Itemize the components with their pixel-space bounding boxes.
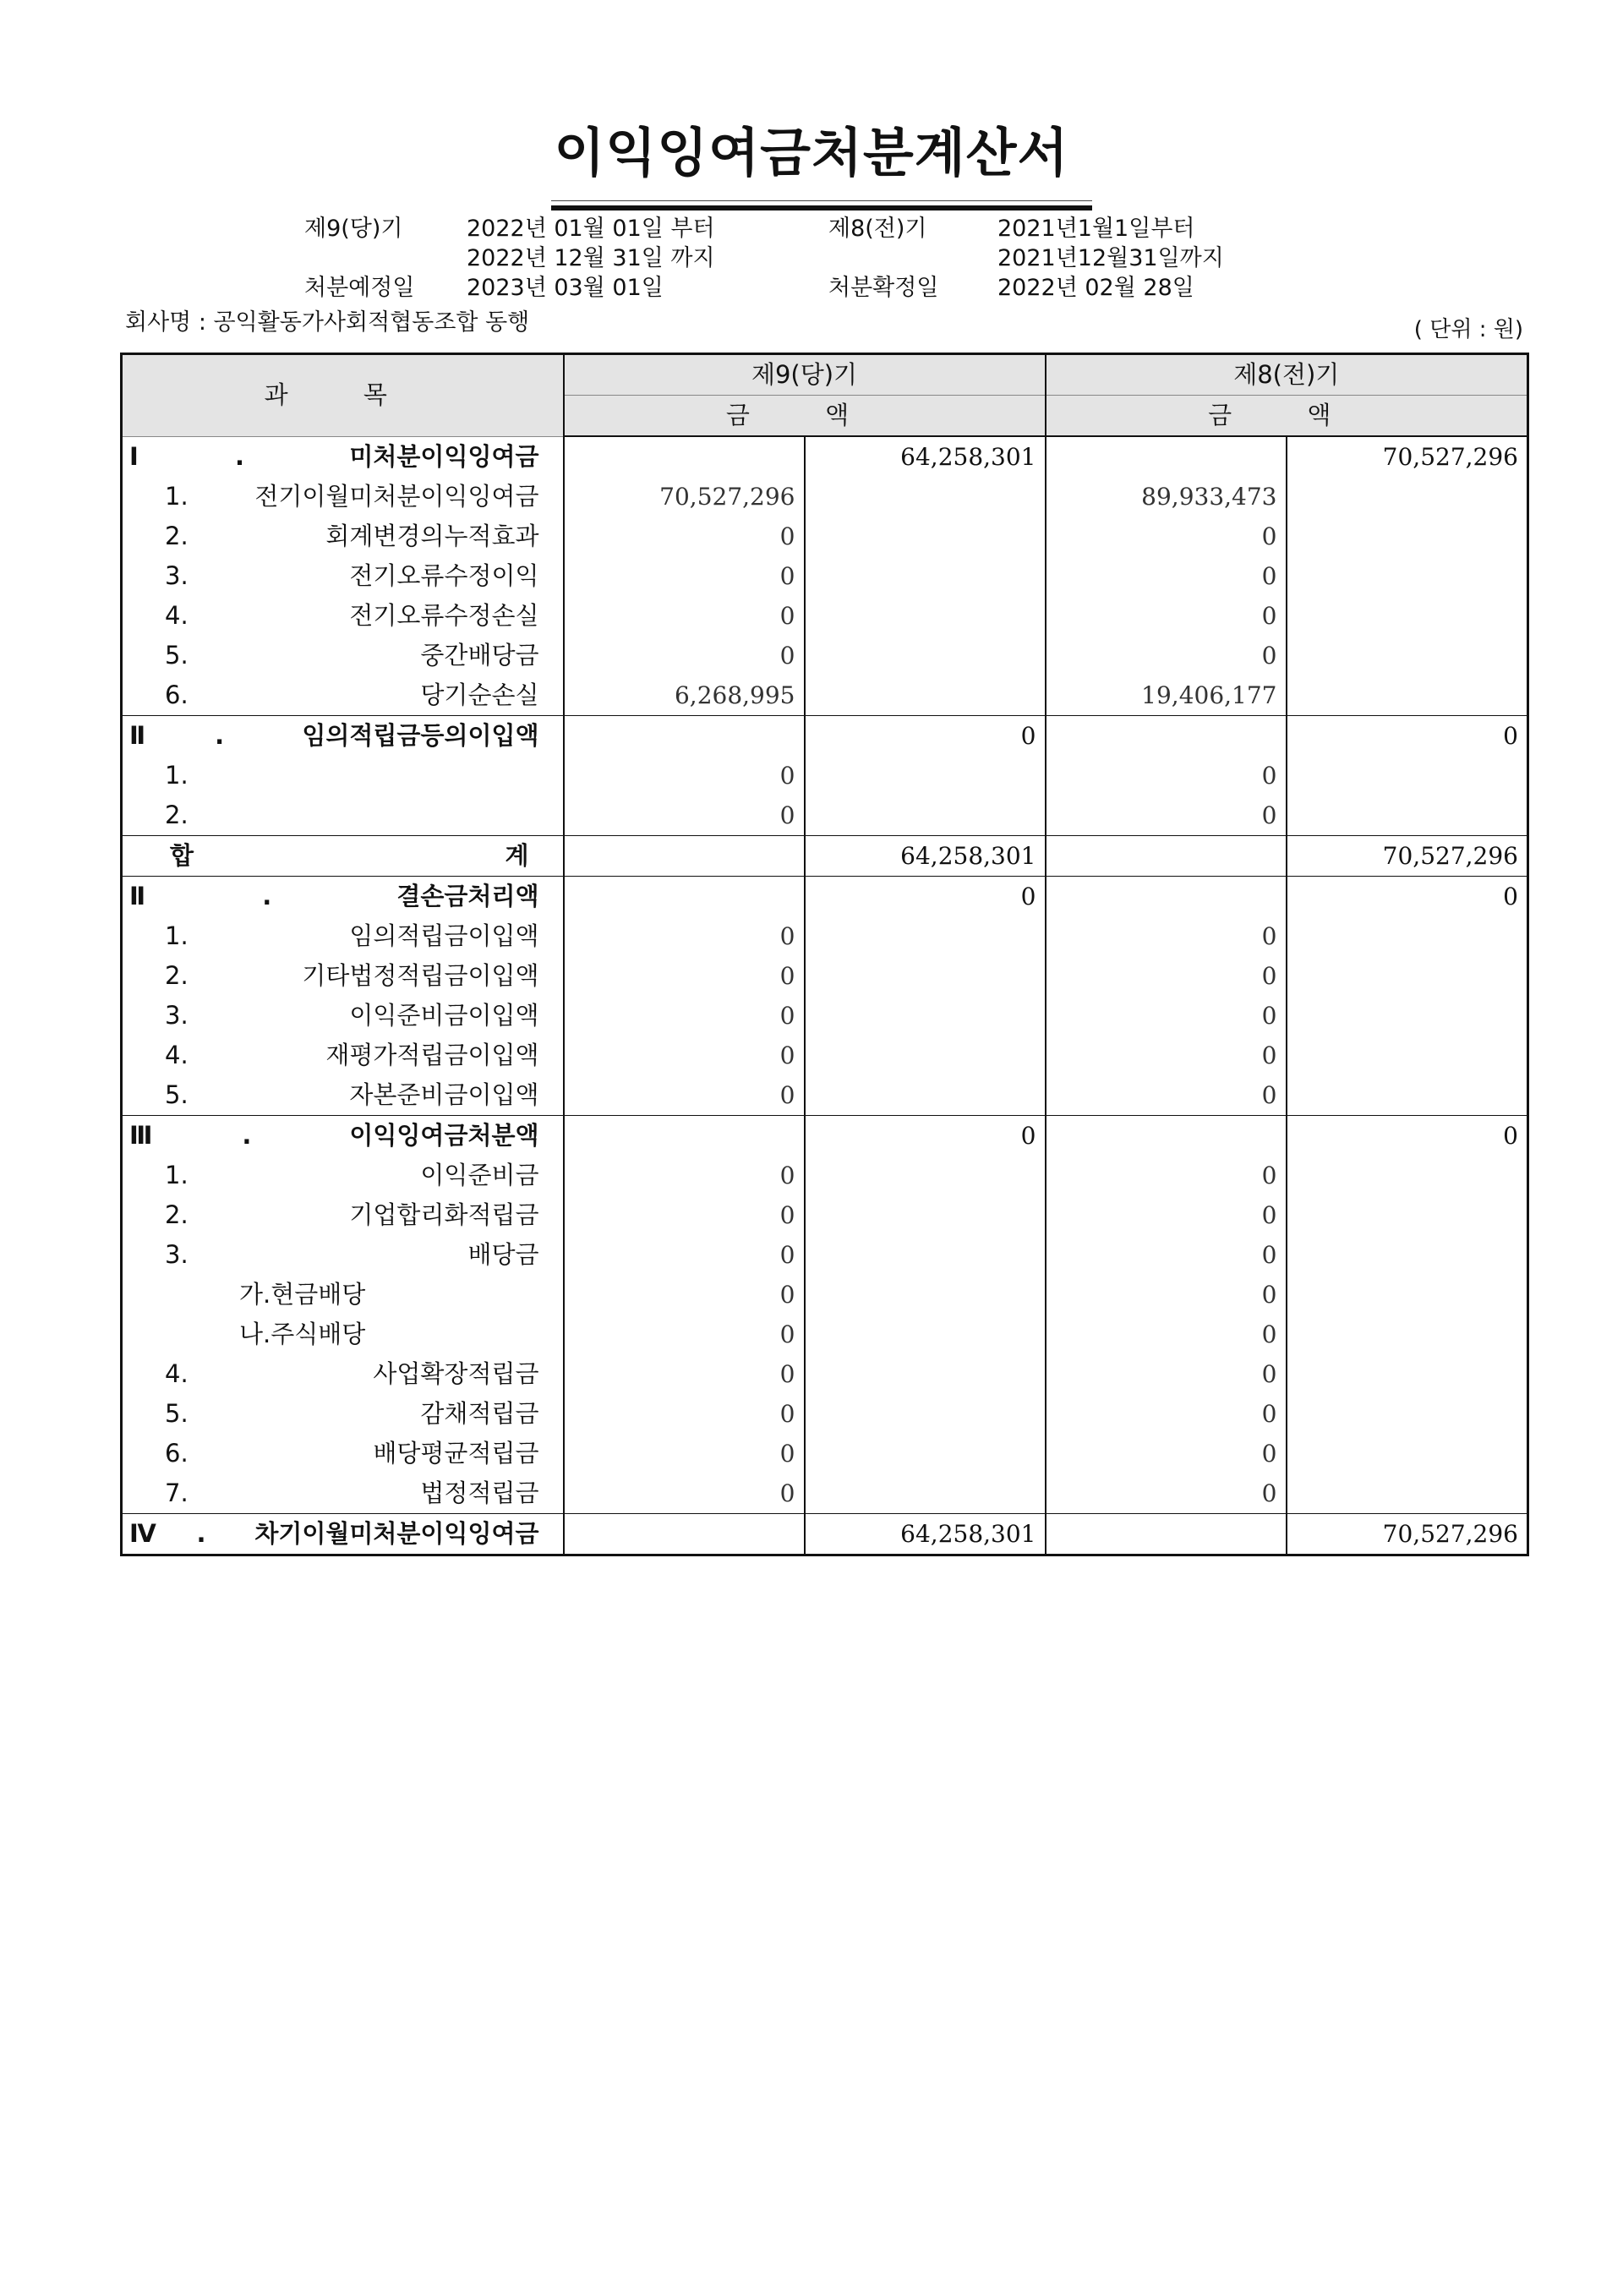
current-total-amount [805,1394,1046,1434]
current-period-from: 2022년 01월 01일 부터 [467,216,715,242]
current-total-amount [805,636,1046,675]
prior-detail-amount: 0 [1046,556,1287,596]
prior-detail-amount: 0 [1046,1235,1287,1275]
prior-total-amount: 70,527,296 [1287,436,1528,477]
table-row [122,877,1528,917]
prior-total-amount [1287,1075,1528,1116]
prior-detail-amount: 0 [1046,956,1287,996]
current-total-amount [805,1473,1046,1514]
table-row [122,1394,1528,1434]
prior-total-amount [1287,756,1528,795]
company-name: 회사명 : 공익활동가사회적협동조합 동행 [125,309,530,336]
unit-label: ( 단위 : 원) [1413,317,1523,342]
prior-detail-amount: 0 [1046,916,1287,956]
prior-total-amount: 0 [1287,877,1528,917]
table-row [122,1434,1528,1473]
prior-detail-amount [1046,1116,1287,1156]
current-detail-amount: 0 [564,795,805,836]
table-row [122,1116,1528,1156]
table-row [122,1036,1528,1075]
row-label: Ⅲ. 이익잉여금처분액 [122,1116,564,1156]
prior-detail-amount: 0 [1046,517,1287,556]
row-label: 2. 기타법정적립금이입액 [122,956,564,996]
prior-total-amount [1287,795,1528,836]
prior-total-amount [1287,1235,1528,1275]
table-row [122,1195,1528,1235]
current-detail-amount: 0 [564,1394,805,1434]
current-total-amount [805,1075,1046,1116]
current-total-amount [805,756,1046,795]
row-label: 3. 전기오류수정이익 [122,556,564,596]
current-detail-amount [564,877,805,917]
prior-detail-amount: 0 [1046,1075,1287,1116]
prior-detail-amount: 0 [1046,636,1287,675]
table-row [122,517,1528,556]
row-label: 나.주식배당 [122,1315,564,1354]
prior-detail-amount: 0 [1046,1195,1287,1235]
row-label: 2. 회계변경의누적효과 [122,517,564,556]
prior-total-amount [1287,636,1528,675]
current-detail-amount [564,836,805,877]
prior-total-amount: 0 [1287,1116,1528,1156]
table-row [122,836,1528,877]
row-label: 4. 사업확장적립금 [122,1354,564,1394]
prior-detail-amount: 0 [1046,596,1287,636]
prior-detail-amount: 0 [1046,1473,1287,1514]
prior-total-amount: 70,527,296 [1287,836,1528,877]
row-label: 2. [122,795,564,836]
prior-detail-amount: 0 [1046,756,1287,795]
current-total-amount [805,675,1046,716]
prior-detail-amount: 0 [1046,996,1287,1036]
table-row [122,1514,1528,1555]
prior-total-amount [1287,477,1528,517]
prior-detail-amount: 0 [1046,1315,1287,1354]
prior-total-amount [1287,1195,1528,1235]
prior-total-amount [1287,1394,1528,1434]
table-row [122,716,1528,757]
prior-total-amount [1287,1354,1528,1394]
table-row [122,436,1528,477]
header-subject: 과 목 [122,354,564,437]
prior-period-from: 2021년1월1일부터 [997,216,1195,242]
prior-detail-amount [1046,1514,1287,1555]
prior-detail-amount: 0 [1046,1275,1287,1315]
current-detail-amount: 0 [564,517,805,556]
prior-total-amount [1287,1434,1528,1473]
current-detail-amount: 0 [564,1036,805,1075]
table-row [122,956,1528,996]
current-detail-amount: 0 [564,596,805,636]
header-current-period: 제9(당)기 [564,354,1046,396]
row-label: 2. 기업합리화적립금 [122,1195,564,1235]
table-row [122,556,1528,596]
table-row [122,1235,1528,1275]
disposal-statement-table [120,353,1529,1556]
table-row [122,916,1528,956]
table-row [122,675,1528,716]
document-title: 이익잉여금처분계산서 [554,122,1069,183]
current-detail-amount: 0 [564,636,805,675]
table-row [122,1354,1528,1394]
prior-period-label: 제8(전)기 [828,216,927,242]
current-detail-amount [564,1116,805,1156]
current-total-amount [805,1195,1046,1235]
current-detail-amount: 0 [564,996,805,1036]
prior-detail-amount: 0 [1046,1394,1287,1434]
current-total-amount [805,1354,1046,1394]
row-label: Ⅳ. 차기이월미처분이익잉여금 [122,1514,564,1555]
row-label: 7. 법정적립금 [122,1473,564,1514]
row-label: 1. 이익준비금 [122,1156,564,1195]
prior-total-amount [1287,1036,1528,1075]
current-detail-amount: 0 [564,1235,805,1275]
current-total-amount: 64,258,301 [805,1514,1046,1555]
table-row [122,1156,1528,1195]
current-total-amount [805,916,1046,956]
row-label: 5. 중간배당금 [122,636,564,675]
current-detail-amount: 0 [564,1075,805,1116]
table-row [122,795,1528,836]
current-total-amount: 64,258,301 [805,436,1046,477]
row-label: 3. 이익준비금이입액 [122,996,564,1036]
current-total-amount [805,596,1046,636]
prior-total-amount: 70,527,296 [1287,1514,1528,1555]
prior-total-amount [1287,1473,1528,1514]
prior-total-amount [1287,596,1528,636]
title-rule-thick [551,205,1092,210]
prior-period-to: 2021년12월31일까지 [997,245,1224,271]
row-label: 4. 재평가적립금이입액 [122,1036,564,1075]
table-row [122,756,1528,795]
prior-detail-amount [1046,716,1287,757]
current-total-amount [805,1315,1046,1354]
current-detail-amount [564,716,805,757]
prior-total-amount: 0 [1287,716,1528,757]
current-detail-amount: 0 [564,1315,805,1354]
current-detail-amount: 0 [564,1473,805,1514]
current-detail-amount: 0 [564,1275,805,1315]
table-row [122,636,1528,675]
current-detail-amount: 0 [564,1354,805,1394]
current-total-amount [805,556,1046,596]
current-detail-amount: 0 [564,1156,805,1195]
current-total-amount: 0 [805,1116,1046,1156]
current-total-amount [805,1235,1046,1275]
row-label: 가.현금배당 [122,1275,564,1315]
current-detail-amount: 6,268,995 [564,675,805,716]
title-rule [551,200,1092,201]
current-total-amount [805,996,1046,1036]
current-detail-amount: 70,527,296 [564,477,805,517]
prior-total-amount [1287,1275,1528,1315]
header-current-amount: 금 액 [564,396,1046,437]
row-label: Ⅱ. 결손금처리액 [122,877,564,917]
current-total-amount [805,1036,1046,1075]
disposal-planned-date: 2023년 03월 01일 [467,275,664,301]
current-detail-amount: 0 [564,1434,805,1473]
prior-detail-amount: 0 [1046,1036,1287,1075]
row-label: 1. 전기이월미처분이익잉여금 [122,477,564,517]
table-row [122,596,1528,636]
prior-detail-amount [1046,436,1287,477]
row-label: Ⅰ. 미처분이익잉여금 [122,436,564,477]
header-prior-amount: 금 액 [1046,396,1528,437]
row-label: 5. 자본준비금이입액 [122,1075,564,1116]
header-prior-period: 제8(전)기 [1046,354,1528,396]
current-total-amount [805,517,1046,556]
prior-detail-amount: 0 [1046,1156,1287,1195]
row-label: Ⅱ. 임의적립금등의이입액 [122,716,564,757]
prior-total-amount [1287,517,1528,556]
prior-total-amount [1287,1315,1528,1354]
disposal-planned-label: 처분예정일 [304,275,415,301]
current-detail-amount: 0 [564,756,805,795]
row-label: 합 계 [122,836,564,877]
table-row [122,1473,1528,1514]
prior-detail-amount [1046,836,1287,877]
row-label: 4. 전기오류수정손실 [122,596,564,636]
current-total-amount: 0 [805,716,1046,757]
current-detail-amount: 0 [564,916,805,956]
prior-detail-amount: 19,406,177 [1046,675,1287,716]
current-total-amount [805,1156,1046,1195]
current-detail-amount: 0 [564,1195,805,1235]
current-total-amount: 64,258,301 [805,836,1046,877]
disposal-confirmed-label: 처분확정일 [828,275,939,301]
table-row [122,1275,1528,1315]
row-label: 5. 감채적립금 [122,1394,564,1434]
current-total-amount [805,477,1046,517]
prior-total-amount [1287,556,1528,596]
row-label: 6. 당기순손실 [122,675,564,716]
current-detail-amount [564,436,805,477]
table-row [122,477,1528,517]
table-row [122,1075,1528,1116]
current-detail-amount [564,1514,805,1555]
current-detail-amount: 0 [564,956,805,996]
prior-total-amount [1287,996,1528,1036]
current-period-label: 제9(당)기 [304,216,403,242]
prior-detail-amount [1046,877,1287,917]
prior-total-amount [1287,916,1528,956]
prior-total-amount [1287,956,1528,996]
current-period-to: 2022년 12월 31일 까지 [467,245,715,271]
prior-total-amount [1287,1156,1528,1195]
table-row [122,996,1528,1036]
row-label: 1. 임의적립금이입액 [122,916,564,956]
current-total-amount [805,1434,1046,1473]
row-label: 3. 배당금 [122,1235,564,1275]
prior-detail-amount: 0 [1046,1434,1287,1473]
current-detail-amount: 0 [564,556,805,596]
row-label: 1. [122,756,564,795]
current-total-amount [805,795,1046,836]
prior-detail-amount: 89,933,473 [1046,477,1287,517]
disposal-confirmed-date: 2022년 02월 28일 [997,275,1194,301]
row-label: 6. 배당평균적립금 [122,1434,564,1473]
prior-detail-amount: 0 [1046,795,1287,836]
prior-total-amount [1287,675,1528,716]
current-total-amount: 0 [805,877,1046,917]
current-total-amount [805,1275,1046,1315]
prior-detail-amount: 0 [1046,1354,1287,1394]
table-row [122,1315,1528,1354]
current-total-amount [805,956,1046,996]
